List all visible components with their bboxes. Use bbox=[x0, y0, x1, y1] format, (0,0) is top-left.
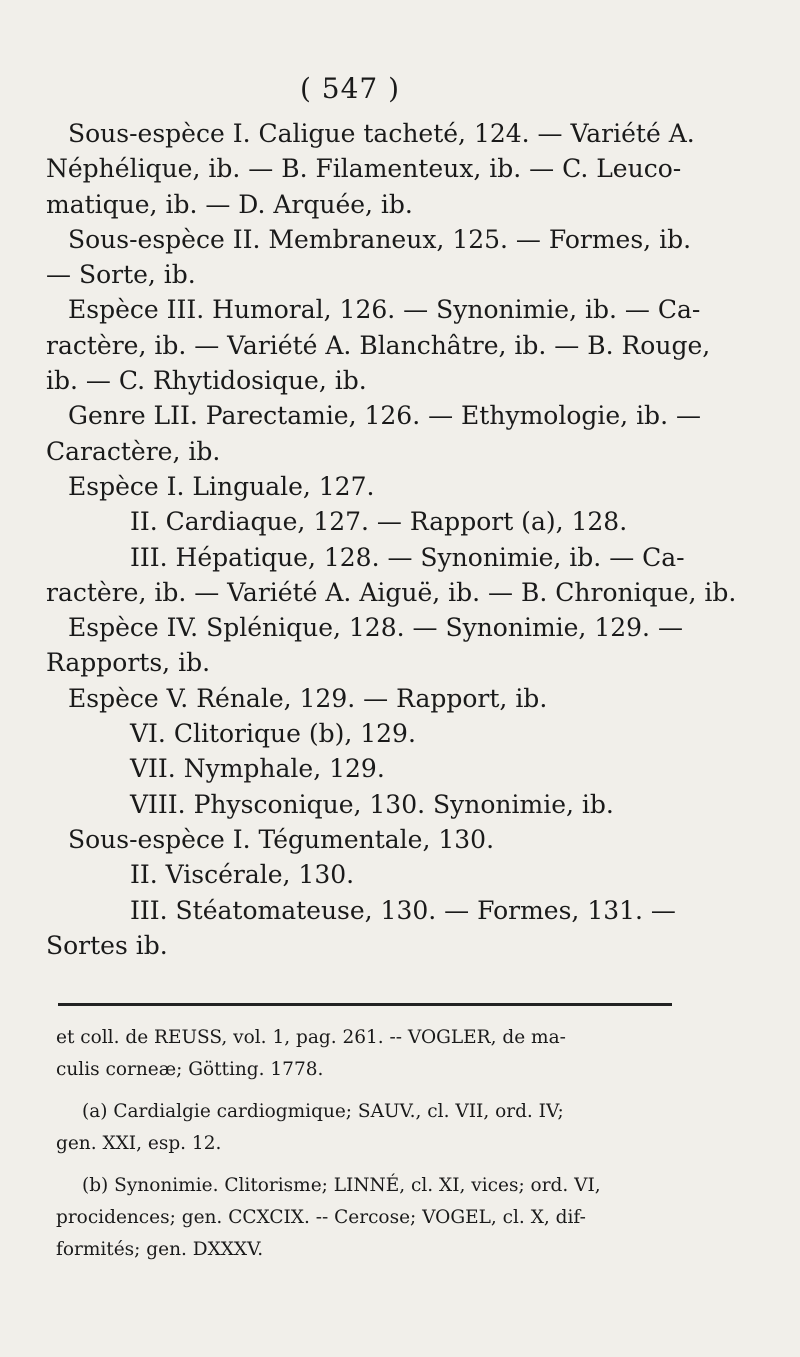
index-line: Caractère, ib. bbox=[46, 436, 221, 466]
page-number: ( 547 ) bbox=[299, 72, 401, 105]
index-line: VIII. Physconique, 130. Synonimie, ib. bbox=[130, 789, 614, 819]
index-line: VII. Nymphale, 129. bbox=[130, 754, 385, 784]
index-line: Sous-espèce II. Membraneux, 125. — Formes, ib. bbox=[68, 224, 692, 254]
footnote-line: et coll. de REUSS, vol. 1, pag. 261. -- VOGLER, de ma- bbox=[56, 1027, 566, 1048]
footnote-line: (a) Cardialgie cardiogmique; SAUV., cl. VII, ord. IV; bbox=[82, 1101, 564, 1122]
footnote-gap bbox=[56, 1160, 680, 1170]
index-line: matique, ib. — D. Arquée, ib. bbox=[46, 189, 413, 219]
index-line: ractère, ib. — Variété A. Blanchâtre, ib. — B. Rouge, bbox=[46, 330, 711, 360]
index-text-block bbox=[46, 116, 737, 963]
index-line: Espèce III. Humoral, 126. — Synonimie, ib. — Ca- bbox=[68, 295, 701, 325]
index-line: Espèce IV. Splénique, 128. — Synonimie, 129. — bbox=[68, 613, 683, 643]
footnote-line: culis corneæ; Götting. 1778. bbox=[56, 1059, 324, 1080]
footnote-separator-rule bbox=[58, 1003, 672, 1006]
footnote-gap bbox=[56, 1086, 680, 1096]
index-line: Néphélique, ib. — B. Filamenteux, ib. — C. Leuco- bbox=[46, 154, 682, 184]
index-line: III. Stéatomateuse, 130. — Formes, 131. — bbox=[130, 895, 676, 925]
index-line: Sous-espèce I. Caligue tacheté, 124. — Variété A. bbox=[68, 119, 695, 148]
index-line: Sous-espèce I. Tégumentale, 130. bbox=[68, 824, 495, 854]
index-line: II. Cardiaque, 127. — Rapport (a), 128. bbox=[130, 507, 628, 537]
index-line: Genre LII. Parectamie, 126. — Ethymologie, ib. — bbox=[68, 401, 701, 431]
index-line: III. Hépatique, 128. — Synonimie, ib. — Ca- bbox=[130, 542, 685, 572]
index-line: VI. Clitorique (b), 129. bbox=[130, 719, 416, 749]
footnotes-block bbox=[56, 1022, 680, 1266]
footnote-line: (b) Synonimie. Clitorisme; LINNÉ, cl. XI, vices; ord. VI, bbox=[82, 1175, 601, 1196]
index-line: Rapports, ib. bbox=[46, 648, 211, 678]
index-line: Espèce V. Rénale, 129. — Rapport, ib. bbox=[68, 683, 548, 713]
index-line: Sortes ib. bbox=[46, 930, 168, 960]
index-line: ractère, ib. — Variété A. Aiguë, ib. — B. Chronique, ib. bbox=[46, 577, 737, 607]
footnote-line: gen. XXI, esp. 12. bbox=[56, 1133, 222, 1154]
index-line: Espèce I. Linguale, 127. bbox=[68, 471, 375, 501]
index-line: II. Viscérale, 130. bbox=[130, 860, 355, 890]
footnote-line: procidences; gen. CCXCIX. -- Cercose; VOGEL, cl. X, dif- bbox=[56, 1207, 586, 1228]
index-line: ib. — C. Rhytidosique, ib. bbox=[46, 366, 367, 396]
index-line: — Sorte, ib. bbox=[46, 260, 196, 290]
footnote-line: formités; gen. DXXXV. bbox=[56, 1239, 264, 1260]
